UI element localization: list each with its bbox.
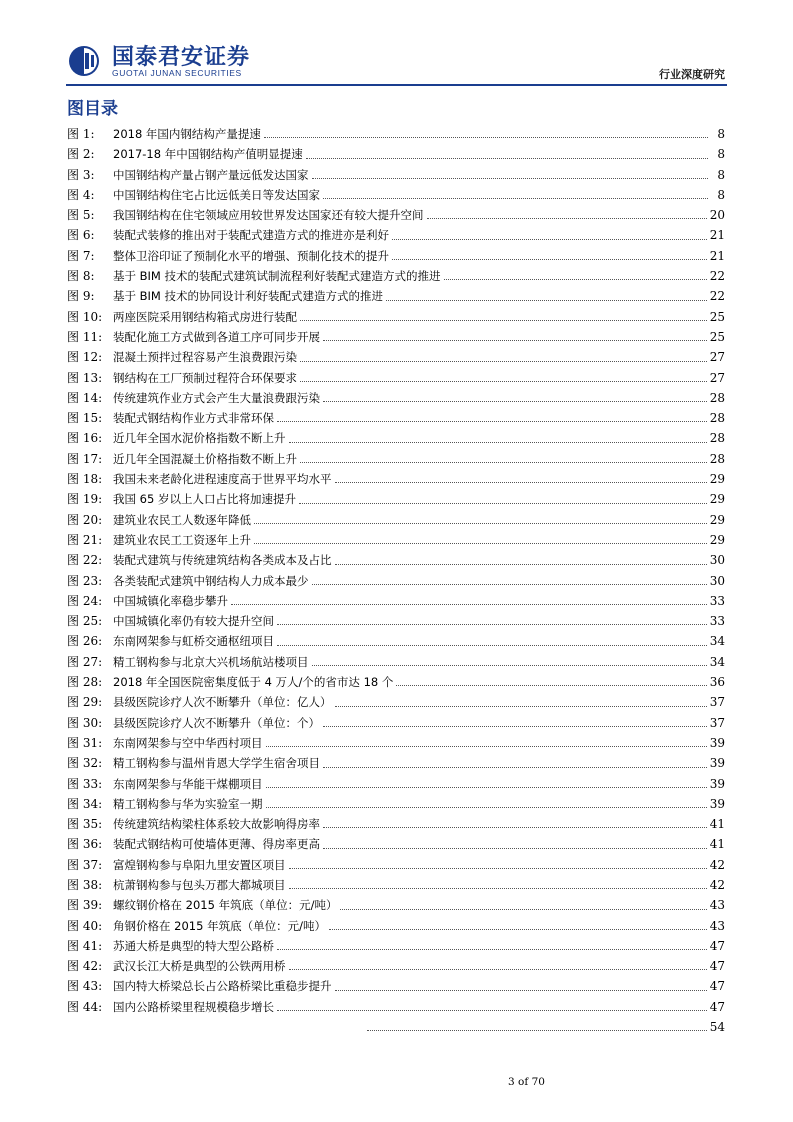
toc-entry[interactable]	[67, 246, 725, 266]
toc-entry-page: 29	[709, 472, 725, 487]
toc-leader-dots	[335, 990, 707, 991]
toc-entry-page: 47	[709, 979, 725, 994]
toc-entry-page: 29	[709, 512, 725, 527]
toc-entry-page: 20	[709, 208, 725, 223]
toc-entry[interactable]	[67, 408, 725, 428]
toc-entry-title: 装配式建筑与传统建筑结构各类成本及占比	[113, 553, 332, 568]
toc-leader-dots	[312, 178, 709, 179]
toc-entry-page: 39	[709, 776, 725, 791]
toc-entry-page: 28	[709, 431, 725, 446]
toc-entry-page: 39	[709, 796, 725, 811]
toc-leader-dots	[323, 726, 707, 727]
toc-entry-title: 2018 年国内钢结构产量提速	[113, 127, 261, 141]
toc-entry-title: 武汉长江大桥是典型的公铁两用桥	[113, 959, 286, 974]
toc-entry-title: 中国钢结构住宅占比远低美日等发达国家	[113, 187, 320, 202]
toc-leader-dots	[289, 868, 707, 869]
figure-toc-list	[67, 124, 725, 1037]
toc-entry-label: 图 13:	[67, 370, 103, 385]
toc-entry[interactable]	[67, 611, 725, 631]
toc-entry-page: 29	[709, 492, 725, 507]
toc-entry-label: 图 26:	[67, 634, 103, 649]
toc-entry-title: 螺纹钢价格在 2015 年筑底（单位：元/吨）	[113, 898, 338, 913]
toc-entry-page: 37	[709, 695, 725, 710]
toc-leader-dots	[323, 848, 707, 849]
toc-entry[interactable]	[67, 449, 725, 469]
toc-entry-label: 图 36:	[67, 837, 103, 852]
toc-entry-title: 精工钢构参与温州肯恩大学学生宿舍项目	[113, 756, 320, 771]
toc-leader-dots	[323, 198, 708, 199]
toc-entry-title: 杭萧钢构参与包头万郡大都城项目	[113, 877, 286, 892]
toc-entry[interactable]	[67, 307, 725, 327]
toc-entry-page: 27	[709, 370, 725, 385]
toc-leader-dots	[444, 279, 707, 280]
toc-entry-page: 25	[709, 309, 725, 324]
toc-entry-title: 国内特大桥梁总长占公路桥梁比重稳步提升	[113, 979, 332, 994]
toc-entry[interactable]	[67, 327, 725, 347]
toc-entry-label: 图 23:	[67, 573, 103, 588]
toc-entry[interactable]	[67, 286, 725, 306]
toc-entry-label: 图 10:	[67, 309, 103, 324]
toc-entry-title: 东南网架参与空中华西村项目	[113, 735, 263, 750]
toc-entry-label: 图 44:	[67, 999, 103, 1014]
toc-entry-title: 装配式钢结构可使墙体更薄、得房率更高	[113, 837, 320, 852]
company-name-cn: 国泰君安证券	[112, 45, 251, 70]
toc-entry-label: 图 39:	[67, 898, 103, 913]
toc-entry[interactable]	[67, 165, 725, 185]
toc-entry-page: 39	[709, 735, 725, 750]
toc-entry-title: 2018 年全国医院密集度低于 4 万人/个的省市达 18 个	[113, 675, 394, 690]
toc-entry[interactable]	[67, 388, 725, 408]
toc-leader-dots	[277, 1010, 707, 1011]
toc-entry-page: 28	[709, 411, 725, 426]
toc-entry-page: 30	[709, 573, 725, 588]
toc-entry-page: 34	[709, 654, 725, 669]
toc-leader-dots	[367, 1030, 707, 1031]
toc-leader-dots	[277, 645, 707, 646]
toc-entry-label: 图 28:	[67, 675, 103, 690]
toc-entry[interactable]	[67, 713, 725, 733]
toc-leader-dots	[323, 767, 707, 768]
toc-entry-label: 图 11:	[67, 329, 103, 344]
toc-entry-label: 图 1:	[67, 127, 95, 141]
toc-leader-dots	[300, 361, 707, 362]
toc-entry[interactable]	[67, 124, 725, 144]
page-number: 3 of 70	[508, 1076, 545, 1088]
toc-entry-title: 整体卫浴印证了预制化水平的增强、预制化技术的提升	[113, 248, 389, 263]
toc-entry[interactable]	[67, 956, 725, 976]
toc-leader-dots	[392, 259, 707, 260]
toc-entry-page: 8	[717, 187, 725, 202]
toc-entry-page: 28	[709, 451, 725, 466]
toc-entry-label: 图 41:	[67, 938, 103, 953]
toc-heading: 图目录	[67, 99, 118, 119]
toc-entry-title: 钢结构在工厂预制过程符合环保要求	[113, 370, 297, 385]
toc-leader-dots	[277, 421, 707, 422]
toc-leader-dots	[277, 624, 707, 625]
toc-entry-label: 图 7:	[67, 248, 95, 263]
toc-entry-label: 图 18:	[67, 472, 103, 487]
toc-entry-title: 国内公路桥梁里程规模稳步增长	[113, 999, 274, 1014]
toc-leader-dots	[289, 442, 707, 443]
toc-entry-label: 图 30:	[67, 715, 103, 730]
toc-leader-dots	[323, 827, 707, 828]
toc-entry-title: 建筑业农民工工资逐年上升	[113, 532, 251, 547]
toc-entry-title: 中国钢结构产量占钢产量远低发达国家	[113, 167, 309, 182]
toc-leader-dots	[254, 543, 707, 544]
toc-entry[interactable]	[67, 591, 725, 611]
toc-entry-page: 33	[709, 614, 725, 629]
toc-leader-dots	[323, 340, 707, 341]
toc-entry-page: 54	[709, 1020, 725, 1035]
toc-entry-title: 东南网架参与虹桥交通枢纽项目	[113, 634, 274, 649]
toc-entry-label: 图 12:	[67, 350, 103, 365]
toc-entry[interactable]	[67, 895, 725, 915]
toc-entry[interactable]	[67, 469, 725, 489]
toc-entry-page: 41	[709, 817, 725, 832]
toc-leader-dots	[335, 706, 707, 707]
toc-entry-title: 传统建筑作业方式会产生大量浪费跟污染	[113, 390, 320, 405]
toc-entry-page: 47	[709, 959, 725, 974]
toc-entry-title: 角钢价格在 2015 年筑底（单位：元/吨）	[113, 918, 326, 933]
toc-entry-page: 8	[717, 167, 725, 182]
toc-entry-label: 图 16:	[67, 431, 103, 446]
toc-entry-title: 县级医院诊疗人次不断攀升（单位：亿人）	[113, 695, 332, 710]
toc-leader-dots	[264, 137, 708, 138]
toc-leader-dots	[266, 807, 707, 808]
toc-entry[interactable]	[67, 672, 725, 692]
toc-entry[interactable]	[67, 631, 725, 651]
toc-entry-title: 装配式装修的推出对于装配式建造方式的推进亦是利好	[113, 228, 389, 243]
report-type-label: 行业深度研究	[659, 68, 725, 81]
toc-entry-page: 21	[709, 228, 725, 243]
toc-entry-title: 混凝土预拌过程容易产生浪费跟污染	[113, 350, 297, 365]
toc-entry[interactable]	[67, 936, 725, 956]
toc-entry-label: 图 42:	[67, 959, 103, 974]
toc-entry-page: 42	[709, 877, 725, 892]
toc-entry-label: 图 29:	[67, 695, 103, 710]
toc-entry-page: 36	[709, 675, 725, 690]
toc-entry-page: 8	[717, 147, 725, 162]
toc-entry[interactable]	[67, 571, 725, 591]
toc-entry-title: 传统建筑结构梁柱体系较大故影响得房率	[113, 817, 320, 832]
toc-entry-label: 图 9:	[67, 289, 95, 304]
toc-entry-page: 47	[709, 938, 725, 953]
toc-entry-label: 图 6:	[67, 228, 95, 243]
toc-leader-dots	[323, 401, 707, 402]
toc-entry[interactable]	[67, 185, 725, 205]
company-name-en: GUOTAI JUNAN SECURITIES	[112, 68, 242, 78]
toc-entry-page: 27	[709, 350, 725, 365]
toc-leader-dots	[266, 746, 707, 747]
toc-entry-title: 建筑业农民工人数逐年降低	[113, 512, 251, 527]
toc-leader-dots	[335, 564, 707, 565]
toc-entry-title: 我国 65 岁以上人口占比将加速提升	[113, 492, 296, 507]
toc-entry-page: 25	[709, 329, 725, 344]
toc-entry-page: 21	[709, 248, 725, 263]
toc-entry[interactable]	[67, 855, 725, 875]
toc-entry[interactable]	[67, 489, 725, 509]
toc-entry-page: 22	[709, 269, 725, 284]
toc-entry[interactable]	[67, 530, 725, 550]
toc-entry[interactable]	[67, 774, 725, 794]
toc-entry[interactable]	[67, 652, 725, 672]
page-header	[0, 0, 793, 90]
toc-entry-label: 图 19:	[67, 492, 103, 507]
toc-entry-label: 图 14:	[67, 390, 103, 405]
toc-leader-dots	[312, 665, 707, 666]
toc-entry[interactable]	[67, 368, 725, 388]
toc-entry-page: 8	[717, 127, 725, 141]
toc-entry[interactable]	[67, 144, 725, 164]
toc-leader-dots	[277, 949, 707, 950]
toc-entry-label: 图 24:	[67, 593, 103, 608]
toc-entry[interactable]	[67, 347, 725, 367]
toc-entry-page: 29	[709, 532, 725, 547]
toc-entry-label: 图 8:	[67, 269, 95, 284]
toc-entry-page: 33	[709, 593, 725, 608]
toc-leader-dots	[289, 969, 707, 970]
toc-entry-label: 图 17:	[67, 451, 103, 466]
toc-entry-title: 县级医院诊疗人次不断攀升（单位：个）	[113, 715, 320, 730]
toc-entry-label: 图 37:	[67, 857, 103, 872]
toc-leader-dots	[300, 381, 707, 382]
toc-leader-dots	[306, 158, 708, 159]
toc-entry-label: 图 43:	[67, 979, 103, 994]
toc-entry-page: 42	[709, 857, 725, 872]
toc-entry-page: 43	[709, 898, 725, 913]
toc-entry-page: 39	[709, 756, 725, 771]
toc-entry-title: 近几年全国水泥价格指数不断上升	[113, 431, 286, 446]
toc-entry[interactable]	[67, 428, 725, 448]
toc-leader-dots	[266, 787, 707, 788]
toc-entry-title: 各类装配式建筑中钢结构人力成本最少	[113, 573, 309, 588]
toc-entry[interactable]	[67, 875, 725, 895]
toc-entry[interactable]	[67, 550, 725, 570]
toc-entry-label: 图 33:	[67, 776, 103, 791]
toc-entry-label: 图 31:	[67, 735, 103, 750]
toc-entry[interactable]	[67, 753, 725, 773]
toc-entry-label: 图 35:	[67, 817, 103, 832]
toc-entry-page: 28	[709, 390, 725, 405]
toc-leader-dots	[329, 929, 707, 930]
toc-entry[interactable]	[67, 225, 725, 245]
toc-entry-page: 43	[709, 918, 725, 933]
toc-entry-label: 图 3:	[67, 167, 95, 182]
toc-leader-dots	[300, 462, 707, 463]
toc-entry[interactable]	[67, 916, 725, 936]
toc-entry-label: 图 4:	[67, 187, 95, 202]
toc-leader-dots	[340, 909, 706, 910]
toc-entry-page: 22	[709, 289, 725, 304]
toc-entry-label: 图 34:	[67, 796, 103, 811]
header-divider	[66, 84, 727, 86]
toc-entry-title: 2017-18 年中国钢结构产值明显提速	[113, 147, 303, 162]
toc-entry-title: 中国城镇化率稳步攀升	[113, 593, 228, 608]
toc-entry[interactable]	[67, 814, 725, 834]
toc-entry-page: 47	[709, 999, 725, 1014]
toc-leader-dots	[392, 239, 707, 240]
toc-entry-label: 图 20:	[67, 512, 103, 527]
toc-entry-title: 基于 BIM 技术的协同设计利好装配式建造方式的推进	[113, 289, 384, 304]
toc-entry-title: 我国钢结构在住宅领域应用较世界发达国家还有较大提升空间	[113, 208, 424, 223]
toc-entry-title: 装配化施工方式做到各道工序可同步开展	[113, 329, 320, 344]
toc-leader-dots	[231, 604, 707, 605]
toc-entry-label: 图 21:	[67, 532, 103, 547]
toc-entry-label: 图 15:	[67, 411, 103, 426]
toc-entry[interactable]	[67, 692, 725, 712]
toc-entry-title: 苏通大桥是典型的特大型公路桥	[113, 938, 274, 953]
toc-entry-label: 图 2:	[67, 147, 95, 162]
toc-entry-title: 精工钢构参与华为实验室一期	[113, 796, 263, 811]
toc-entry-label: 图 38:	[67, 877, 103, 892]
toc-entry-label: 图 25:	[67, 614, 103, 629]
toc-entry-trailing[interactable]	[67, 1017, 725, 1037]
toc-entry[interactable]	[67, 733, 725, 753]
toc-entry-title: 东南网架参与华能干煤棚项目	[113, 776, 263, 791]
toc-leader-dots	[396, 685, 706, 686]
toc-entry[interactable]	[67, 997, 725, 1017]
toc-entry[interactable]	[67, 976, 725, 996]
toc-entry-label: 图 40:	[67, 918, 103, 933]
toc-leader-dots	[312, 584, 707, 585]
toc-entry-title: 装配式钢结构作业方式非常环保	[113, 411, 274, 426]
toc-entry-label: 图 5:	[67, 208, 95, 223]
toc-entry-page: 34	[709, 634, 725, 649]
toc-entry-label: 图 27:	[67, 654, 103, 669]
toc-entry-title: 基于 BIM 技术的装配式建筑试制流程利好装配式建造方式的推进	[113, 269, 441, 284]
toc-leader-dots	[254, 523, 707, 524]
toc-entry-title: 精工钢构参与北京大兴机场航站楼项目	[113, 654, 309, 669]
toc-entry-label: 图 22:	[67, 553, 103, 568]
toc-leader-dots	[289, 888, 707, 889]
toc-entry-page: 30	[709, 553, 725, 568]
toc-entry[interactable]	[67, 510, 725, 530]
toc-leader-dots	[300, 320, 707, 321]
toc-leader-dots	[427, 218, 707, 219]
toc-entry[interactable]	[67, 834, 725, 854]
toc-leader-dots	[386, 300, 707, 301]
toc-leader-dots	[299, 503, 707, 504]
toc-entry-title: 中国城镇化率仍有较大提升空间	[113, 614, 274, 629]
toc-leader-dots	[335, 482, 707, 483]
toc-entry-title: 我国未来老龄化进程速度高于世界平均水平	[113, 472, 332, 487]
toc-entry-page: 41	[709, 837, 725, 852]
toc-entry-title: 近几年全国混凝土价格指数不断上升	[113, 451, 297, 466]
toc-entry-title: 两座医院采用钢结构箱式房进行装配	[113, 309, 297, 324]
toc-entry-label: 图 32:	[67, 756, 103, 771]
toc-entry[interactable]	[67, 794, 725, 814]
toc-entry-page: 37	[709, 715, 725, 730]
toc-entry-title: 富煌钢构参与阜阳九里安置区项目	[113, 857, 286, 872]
toc-entry[interactable]	[67, 205, 725, 225]
toc-entry[interactable]	[67, 266, 725, 286]
company-logo-icon	[68, 45, 104, 77]
